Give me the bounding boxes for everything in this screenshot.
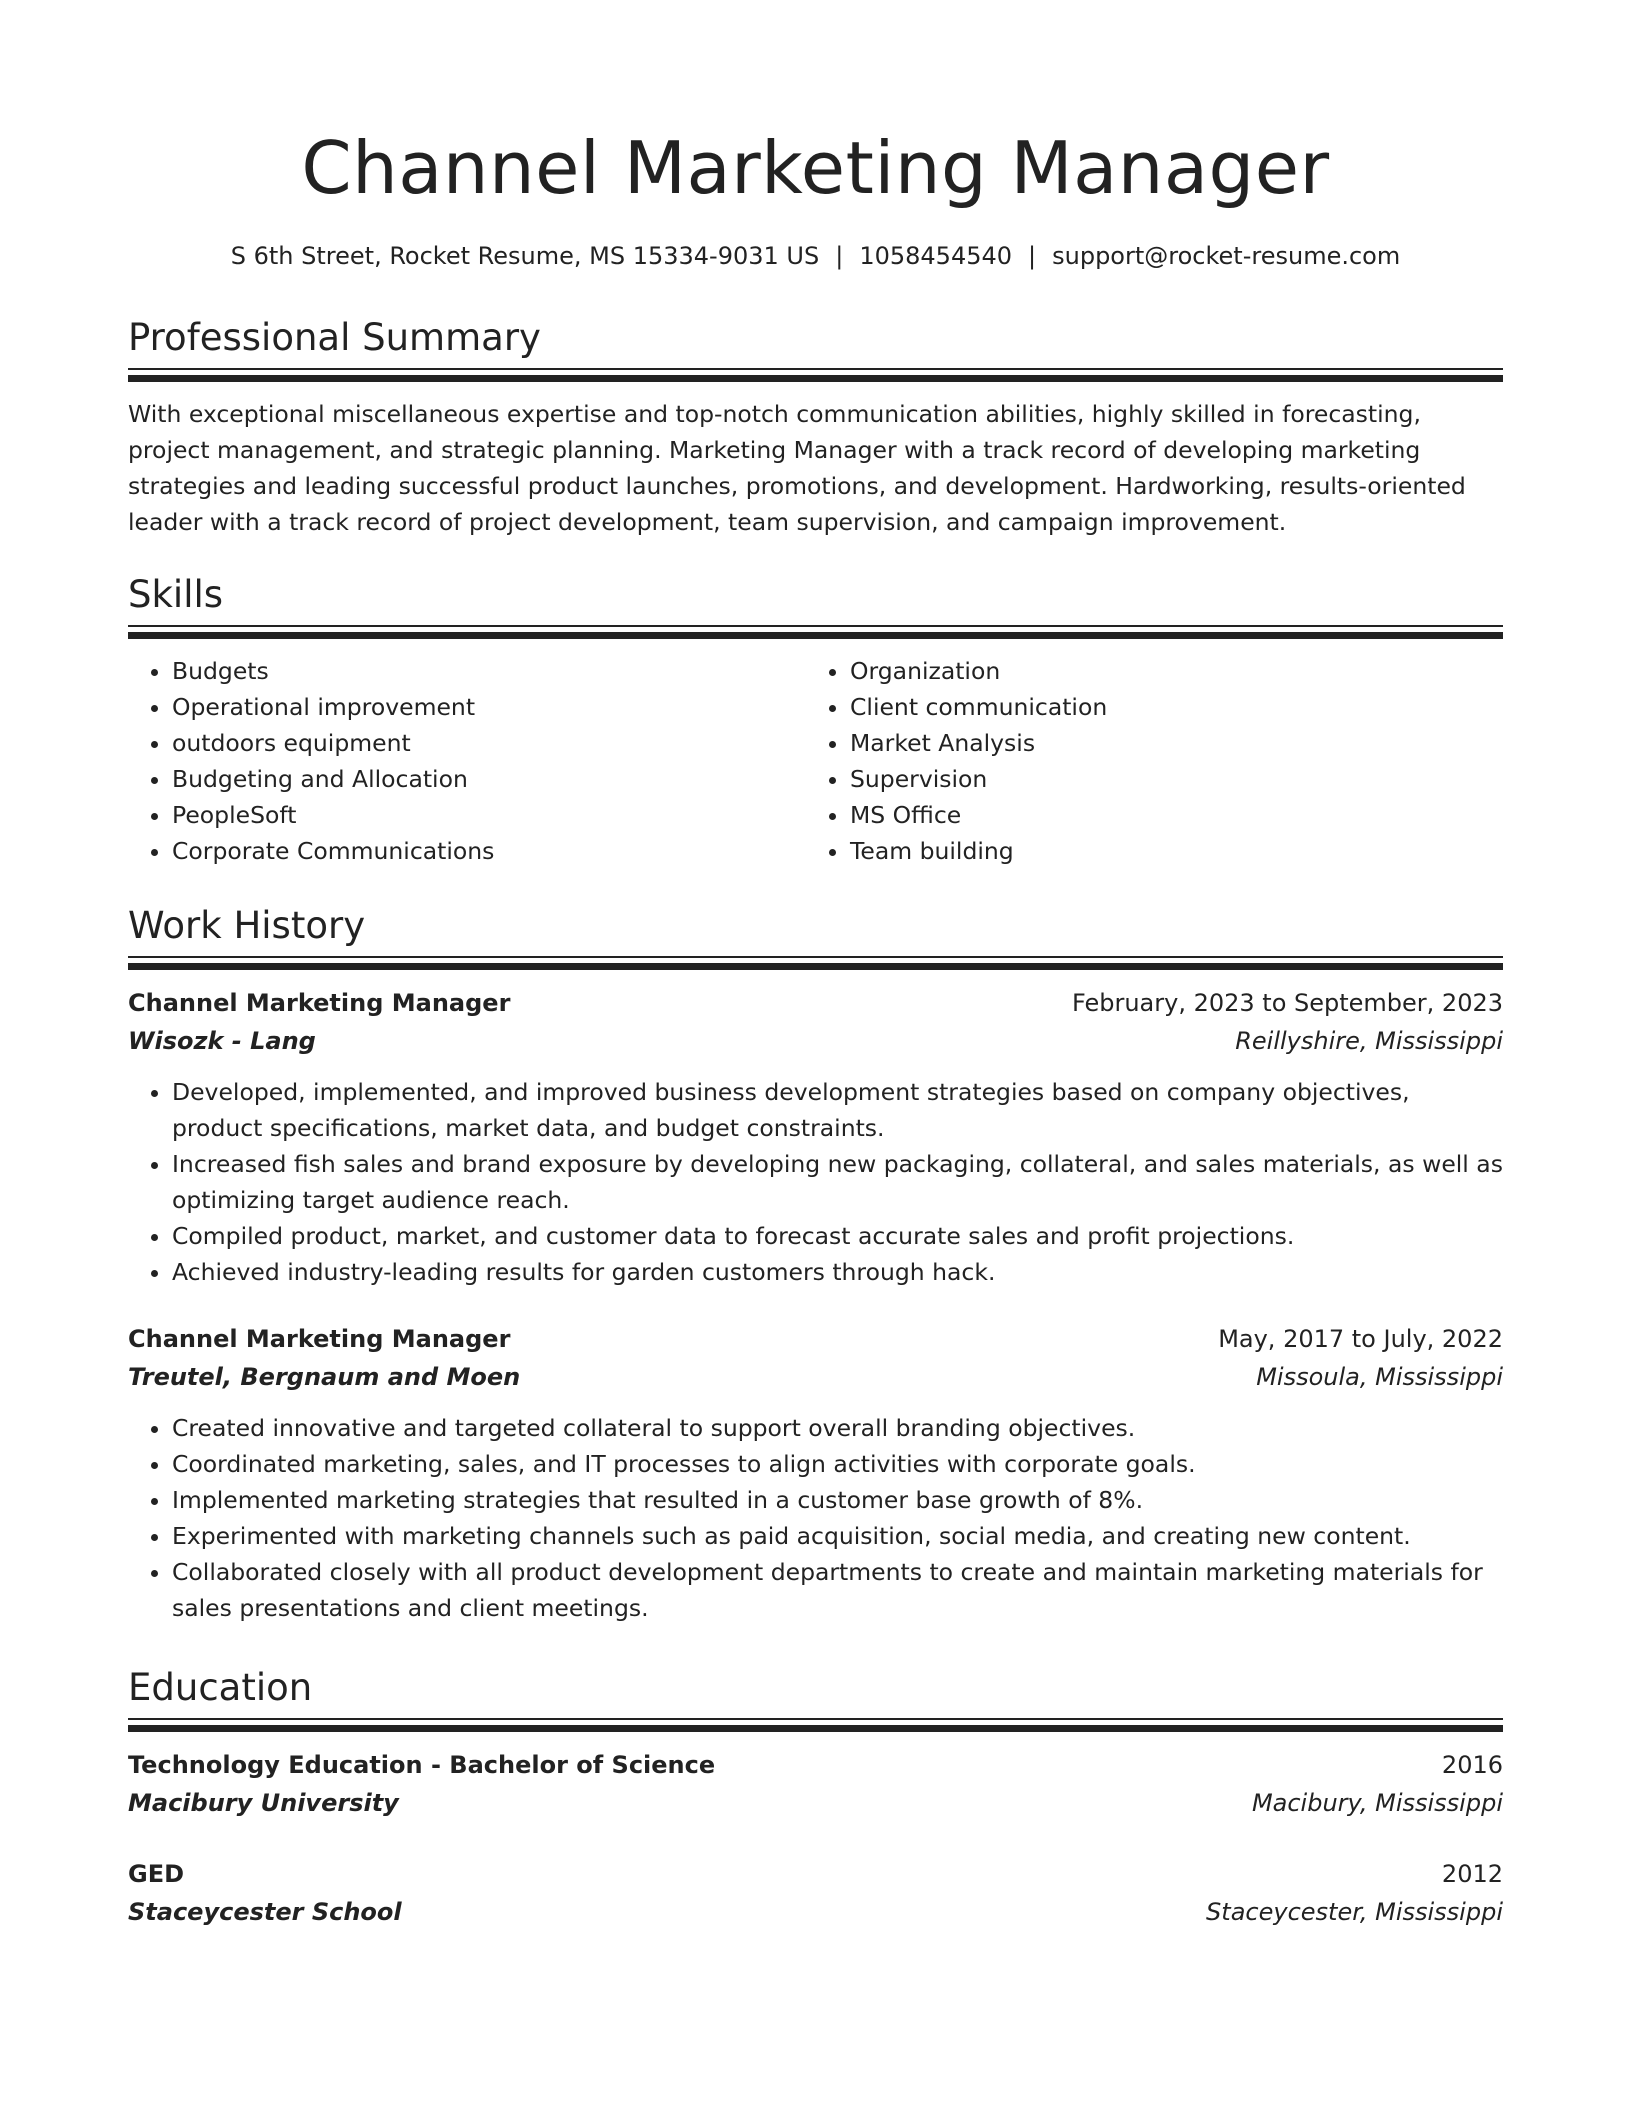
job-bullet: • Experimented with marketing channels such as paid acquisition, social media, and creating new content. (172, 1518, 1503, 1554)
skill-item: • Operational improvement (172, 689, 806, 725)
skill-item: • Budgets (172, 653, 806, 689)
section-rule-thick (128, 632, 1503, 639)
job-entry (128, 984, 1503, 1290)
skills-section (128, 571, 1503, 869)
resume-name-title: Channel Marketing Manager (301, 126, 1330, 210)
skill-item: • Organization (850, 653, 1484, 689)
skill-item: • Supervision (850, 761, 1484, 797)
education-year: 2012 (1441, 1860, 1503, 1888)
education-school-row (128, 1893, 1503, 1931)
education-school: Staceycester School (128, 1898, 402, 1926)
job-header-row (128, 984, 1503, 1022)
job-bullets (128, 1410, 1503, 1626)
section-heading: Professional Summary (128, 316, 541, 359)
contact-address: S 6th Street, Rocket Resume, MS 15334-9031 US (230, 242, 820, 270)
section-heading: Skills (128, 573, 224, 616)
job-bullet: • Achieved industry-leading results for garden customers through hack. (172, 1254, 1503, 1290)
contact-separator: | (1028, 242, 1037, 270)
job-bullets (128, 1074, 1503, 1290)
job-bullet: • Implemented marketing strategies that resulted in a customer base growth of 8%. (172, 1482, 1503, 1518)
contact-line (128, 238, 1503, 274)
education-location: Macibury, Mississippi (1251, 1789, 1503, 1817)
contact-phone: 1058454540 (859, 242, 1013, 270)
skill-item: • Client communication (850, 689, 1484, 725)
education-location: Staceycester, Mississippi (1206, 1898, 1503, 1926)
section-heading: Education (128, 1666, 313, 1709)
skill-item: • Corporate Communications (172, 833, 806, 869)
job-location: Reillyshire, Mississippi (1235, 1027, 1503, 1055)
summary-text: With exceptional miscellaneous expertise and top-notch communication abilities, highly skilled in forecasting, project management, and strategic planning. Marketing Manager with a track record of developing marketing strategies and leading successful product launches, promotions, and development. Hardworking, results-oriented leader with a track record of project development, team supervision, and campaign improvement. (128, 400, 1466, 536)
job-title: Channel Marketing Manager (128, 989, 511, 1017)
job-dates: February, 2023 to September, 2023 (1071, 989, 1503, 1017)
work-history-section (128, 902, 1503, 1626)
skills-list-left (128, 653, 806, 869)
education-header-row (128, 1746, 1503, 1784)
skill-item: • MS Office (850, 797, 1484, 833)
section-rule-thin (128, 1718, 1503, 1720)
contact-separator: | (835, 242, 844, 270)
job-header-row (128, 1320, 1503, 1358)
job-company: Treutel, Bergnaum and Moen (128, 1363, 521, 1391)
education-school-row (128, 1784, 1503, 1822)
education-entry (128, 1855, 1503, 1931)
education-school: Macibury University (128, 1789, 399, 1817)
section-rule-thin (128, 956, 1503, 958)
education-year: 2016 (1441, 1751, 1503, 1779)
job-dates: May, 2017 to July, 2022 (1218, 1325, 1503, 1353)
contact-email: support@rocket-resume.com (1052, 242, 1401, 270)
section-heading: Work History (128, 904, 366, 947)
job-entry (128, 1320, 1503, 1626)
section-rule-thin (128, 368, 1503, 370)
skill-item: • PeopleSoft (172, 797, 806, 833)
job-location: Missoula, Mississippi (1256, 1363, 1503, 1391)
job-title: Channel Marketing Manager (128, 1325, 511, 1353)
job-bullet: • Created innovative and targeted collateral to support overall branding objectives. (172, 1410, 1503, 1446)
skills-list-right (806, 653, 1484, 869)
skill-item: • outdoors equipment (172, 725, 806, 761)
job-bullet: • Compiled product, market, and customer data to forecast accurate sales and profit projections. (172, 1218, 1503, 1254)
job-bullet: • Collaborated closely with all product development departments to create and maintain marketing materials for sales presentations and client meetings. (172, 1554, 1503, 1626)
section-rule-thick (128, 375, 1503, 382)
section-rule-thick (128, 1725, 1503, 1732)
education-degree: Technology Education - Bachelor of Science (128, 1751, 716, 1779)
education-entry (128, 1746, 1503, 1822)
job-bullet: • Coordinated marketing, sales, and IT processes to align activities with corporate goals. (172, 1446, 1503, 1482)
section-rule-thick (128, 963, 1503, 970)
education-header-row (128, 1855, 1503, 1893)
job-company: Wisozk - Lang (128, 1027, 316, 1055)
job-bullet: • Increased fish sales and brand exposure by developing new packaging, collateral, and sales materials, as well as optimizing target audience reach. (172, 1146, 1503, 1218)
skill-item: • Market Analysis (850, 725, 1484, 761)
job-company-row (128, 1358, 1503, 1396)
education-section (128, 1664, 1503, 1931)
skill-item: • Team building (850, 833, 1484, 869)
education-degree: GED (128, 1860, 185, 1888)
job-company-row (128, 1022, 1503, 1060)
section-rule-thin (128, 625, 1503, 627)
skill-item: • Budgeting and Allocation (172, 761, 806, 797)
job-bullet: • Developed, implemented, and improved business development strategies based on company objectives, product specifications, market data, and budget constraints. (172, 1074, 1503, 1146)
skills-columns (128, 653, 1503, 869)
summary-section (128, 314, 1503, 540)
